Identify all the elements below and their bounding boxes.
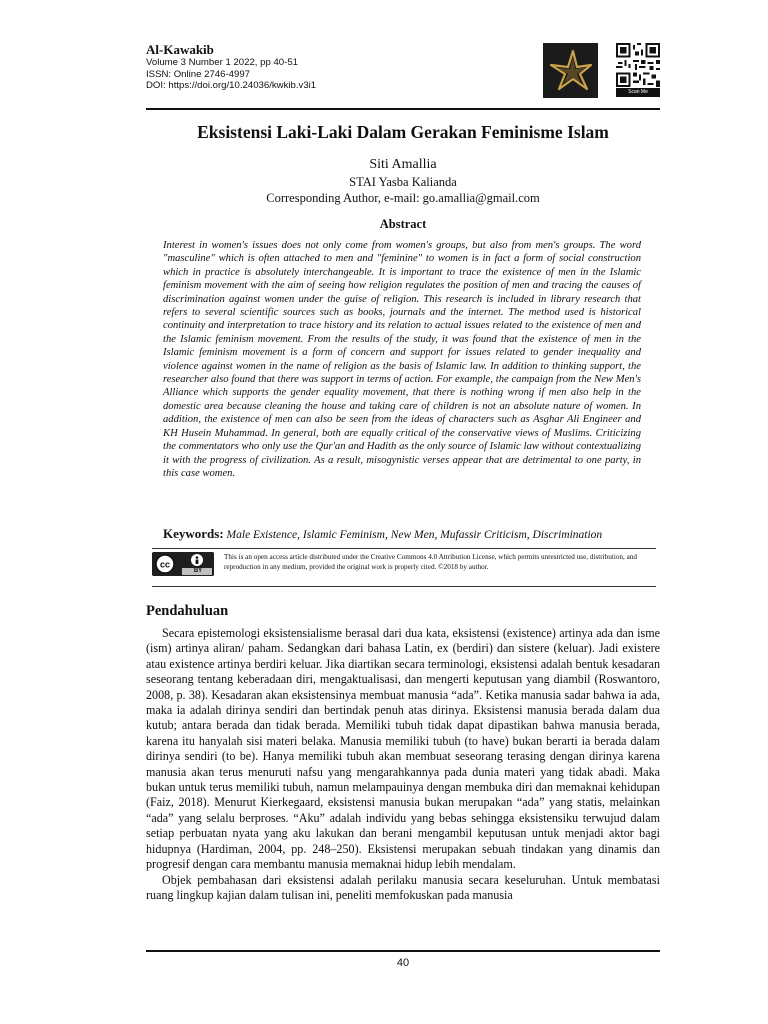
journal-name: Al-Kawakib — [146, 42, 214, 57]
journal-header — [146, 43, 316, 92]
corresponding-author: Corresponding Author, e-mail: go.amallia@gmail.com — [266, 191, 540, 205]
journal-issn: ISSN: Online 2746-4997 — [146, 68, 250, 80]
cc-by-license-icon[interactable] — [152, 552, 214, 576]
author-affiliation: STAI Yasba Kalianda — [349, 175, 457, 189]
keywords-text: Male Existence, Islamic Feminism, New Men, Mufassir Criticism, Discrimination — [226, 529, 603, 541]
section-heading: Pendahuluan — [146, 603, 229, 619]
footer-divider — [146, 950, 660, 952]
author-name: Siti Amallia — [369, 157, 437, 172]
body-paragraph: Objek pembahasan dari eksistensi adalah perilaku manusia secara keseluruhan. Untuk membatasi ruang lingkup kajian dalam tulisan ini, peneliti memfokuskan pada manusia — [146, 872, 660, 902]
author-block — [146, 156, 660, 206]
license-divider-bottom — [152, 586, 656, 587]
qr-code-icon[interactable] — [616, 43, 660, 87]
svg-text:cc: cc — [159, 559, 171, 570]
article-title: Eksistensi Laki-Laki Dalam Gerakan Feminisme Islam — [197, 122, 609, 142]
journal-doi[interactable]: DOI: https://doi.org/10.24036/kwkib.v3i1 — [146, 80, 317, 91]
journal-logo-star-icon — [543, 43, 598, 98]
abstract-heading: Abstract — [379, 217, 427, 231]
page-number: 40 — [396, 957, 410, 969]
license-text: This is an open access article distributed under the Creative Commons 4.0 Attribution License, which permits unrestricted use, distribution, and reproduction in any medium, provided the original work is properly cited. ©2018 by author. — [224, 553, 637, 571]
cc-by-label: BY — [193, 568, 203, 574]
license-divider-top — [152, 548, 656, 549]
body-paragraph: Secara epistemologi eksistensialisme berasal dari dua kata, eksistensi (existence) artinya ada dan isme (ism) artinya aliran/ paham. Sedangkan dari bahasa Latin, ex (berdiri) dan sistere (keluar). Jadi existere atau existence artinya berdiri keluar. Jika diartikan secara terminologi, eksistensi adalah bentuk kesadaran seseorang tentang keberadaan diri, mengaktualisasi, dan mengerti keputusan yang diambil (Roswantoro, 2008, p. 38). Kesadaran akan eksistensinya membuat manusia “ada”. Ketika manusia sadar bahwa ia ada, maka ia adalah dirinya sendiri dan bertindak penuh atas dirinya. Eksistensi manusia berada dalam dua kutub; antara berada dan tidak berada. Memiliki tubuh tidak dapat dipastikan bahwa manusia berada, karena itu hanyalah sisi materi belaka. Manusia memiliki tubuh (to have) bukan berarti ia berada dalam dirinya sendiri (to be). Hanya memiliki tubuh akan membuat seseorang terasing dengan dirinya karena manusia akan terus menuruti nafsu yang mengarahkannya pada dunia materi yang tidak abadi. Maka bukan untuk terus memiliki tubuh, namun melampauinya dengan membuka diri dan memaknai kehidupan (Faiz, 2018). Menurut Kierkegaard, eksistensi manusia bukan merupakan “ada” yang statis, melainkan “ada” yang selalu berproses. “Aku” adalah individu yang bebas sehingga eksistensiku terwujud dalam setiap perbuatan nyata yang aku lakukan dan berani mengambil keputusan untuk menjadi aktor bagi hidupnya (Hardiman, 2004, pp. 248–250). Eksistensi merupakan sebuah tindakan yang dinamis dan progresif dengan cara membantu manusia memaknai hidup lebih mendalam. — [146, 626, 660, 872]
abstract-text: Interest in women's issues does not only come from women's groups, but also from men's groups. The word "masculine" which is often attached to men and "feminine" to women is in fact a form of social construction which in practice is absolutely interchangeable. It is important to trace the existence of men in the Islamic feminism movement with the aim of seeing how religion regulates the position of men and tracing the causes of discrimination against women under the guise of religion. This research is included in library research that refers to several scientific sources such as books, journals and the internet. The method used is historical continuity and interpretation to trace history and its relation to actual issues related to the existence of men and the Islamic feminism movement. From the results of the study, it was found that the existence of men in the Islamic feminism movement is a form of concern and support for issues related to gender inequality and violence against women in the name of religion as the basis of Islamic law. In addition to thinking support, the researcher also found that there was support in terms of action. For example, the campaign from the New Men's Alliance which supports the gender equality movement, that there is nothing wrong if men also help in the domestic area because cleaning the house and taking care of children is not an absolute nature of women. In addition, the existence of men can also be seen from the ideas of characters such as Asghar Ali Engineer and KH Husein Muhammad. In general, both are equally critical of the conservative views of Muslims. Criticizing the commentators who only use the Qur'an and Hadith as the only source of Islamic law without contextualizing it with the progress of civilization. As a result, misogynistic verses appear that are detrimental to one party, in this case women. — [163, 240, 641, 479]
keywords — [163, 526, 653, 543]
keywords-label: Keywords: — [163, 526, 224, 541]
section-body — [146, 626, 660, 903]
journal-volume: Volume 3 Number 1 2022, pp 40-51 — [146, 57, 299, 68]
header-divider — [146, 108, 660, 110]
qr-scan-label: Scan Me — [616, 88, 660, 97]
